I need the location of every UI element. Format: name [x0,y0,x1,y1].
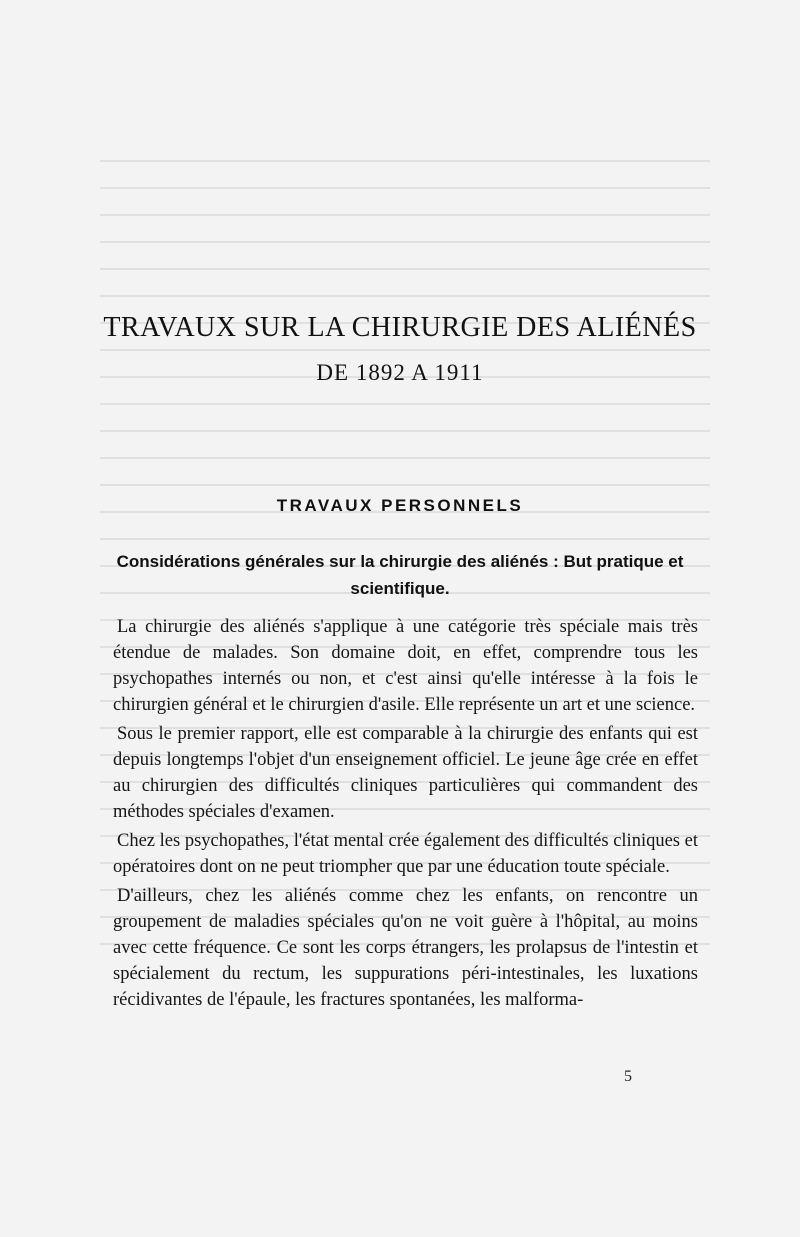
page-number: 5 [624,1068,632,1085]
body-text [113,614,698,1016]
document-subtitle: DE 1892 A 1911 [316,360,484,385]
section-heading: TRAVAUX PERSONNELS [276,496,524,515]
paragraph: Sous le premier rapport, elle est comparable à la chirurgie des enfants qui est depuis longtemps l'objet d'un enseignement officiel. Le jeune âge crée en effet au chirurgien des difficultés cliniques particulières qui commandent des méthodes spéciales d'examen. [113,724,698,822]
paragraph: Chez les psychopathes, l'état mental crée également des difficultés cliniques et opératoires dont on ne peut triompher que par une éducation toute spéciale. [113,831,698,877]
paragraph: D'ailleurs, chez les aliénés comme chez les enfants, on rencontre un groupement de maladies spéciales qu'on ne voit guère à l'hôpital, au moins avec cette fréquence. Ce sont les corps étrangers, les prolapsus de l'intestin et spécialement du rectum, les suppurations péri-intestinales, les luxations récidivantes de l'épaule, les fractures spontanées, les malforma- [113,886,698,1010]
paragraph: La chirurgie des aliénés s'applique à une catégorie très spéciale mais très étendue de malades. Son domaine doit, en effet, comprendre tous les psychopathes internés ou non, et c'est ainsi qu'elle intéresse à la fois le chirurgien général et le chirurgien d'asile. Elle représente un art et une science. [113,617,698,715]
document-title: TRAVAUX SUR LA CHIRURGIE DES ALIÉNÉS [103,312,697,343]
section-subheading: Considérations générales sur la chirurgie des aliénés : But pratique et scientifique. [116,552,684,598]
